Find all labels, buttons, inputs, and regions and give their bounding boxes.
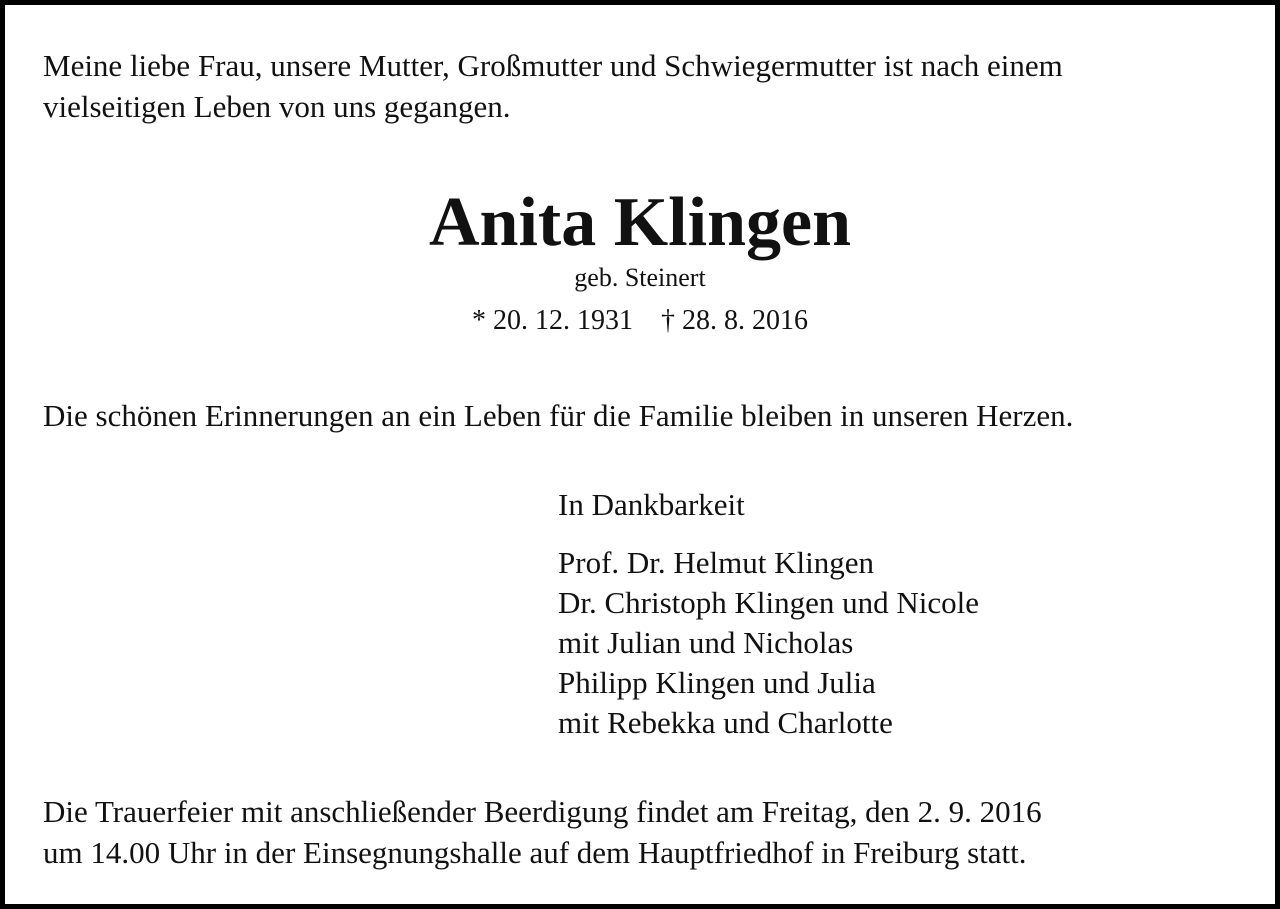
intro-line: Meine liebe Frau, unsere Mutter, Großmutter und Schwiegermutter ist nach einem (43, 48, 1063, 83)
mourner-entry: Dr. Christoph Klingen und Nicole (558, 585, 980, 620)
mourner-entry: mit Julian und Nicholas (558, 625, 854, 660)
intro-line: vielseitigen Leben von uns gegangen. (43, 89, 511, 124)
life-dates (5, 303, 1275, 339)
memories-text: Die schönen Erinnerungen an ein Leben für die Familie bleiben in unseren Herzen. (43, 398, 1074, 433)
mourner-entry: Prof. Dr. Helmut Klingen (558, 545, 874, 580)
birth-date: * 20. 12. 1931 (472, 305, 633, 336)
gratitude-text: In Dankbarkeit (558, 487, 745, 522)
intro-text (43, 45, 1063, 127)
deceased-name: Anita Klingen (428, 184, 852, 261)
mourner-entry: mit Rebekka und Charlotte (558, 705, 893, 740)
maiden-name: geb. Steinert (574, 263, 706, 292)
mourner-entry: Philipp Klingen und Julia (558, 665, 876, 700)
funeral-line: um 14.00 Uhr in der Einsegnungshalle auf dem Hauptfriedhof in Freiburg statt. (43, 835, 1027, 870)
funeral-line: Die Trauerfeier mit anschließender Beerdigung findet am Freitag, den 2. 9. 2016 (43, 794, 1042, 829)
death-date: † 28. 8. 2016 (661, 305, 808, 336)
mourners-list (558, 542, 979, 742)
funeral-info (43, 791, 1042, 873)
